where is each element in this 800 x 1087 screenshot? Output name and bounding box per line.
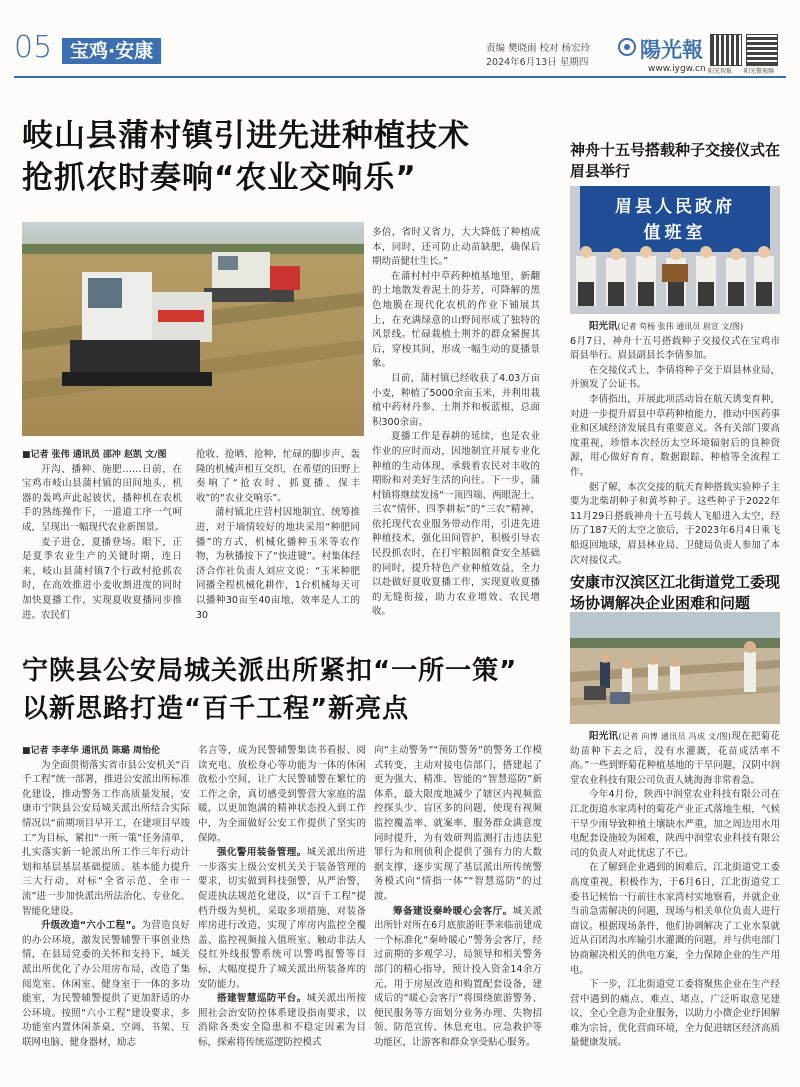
paper-logo-icon [618, 38, 636, 56]
article3-headline-line2: 以新思路打造“百千工程”新亮点 [22, 694, 410, 724]
article4-headline: 安康市汉滨区江北街道党工委现场协调解决企业困难和问题 [570, 573, 781, 612]
article2-paragraph: 6月7日，神舟十五号搭载种子交接仪式在宝鸡市眉县举行。眉县副县长李倩参加。 [570, 335, 780, 362]
article4-paragraph-text: 现在把菊花幼苗种下去之后，没有水灌溉，花苗成活率不高。”一些到野菊花种植基地的干旱问题，汉阴中润堂农业科技有限公司负责人姚海海非常着急。 [570, 731, 780, 786]
article1-headline-line2: 抢抓农时奏响“农业交响乐” [22, 160, 417, 196]
article2-byline-para [570, 320, 780, 335]
article3-subhead: 强化警用装备管理。 [217, 847, 307, 859]
article3-byline: ■记者 李孝华 通讯员 陈璐 周怡伦 [22, 746, 161, 756]
article3-paragraph-text: 城关派出所进一步落实上级公安机关关于装备管理的要求，切实做到科技强警，从严治警，促进执法规范化建设，以“百千工程”提档升级为契机，采取多项措施，对装备库房进行改造，实现了库房内监控全覆盖、监控视频接入值班室、触动非法人侵红外线报警系统可以警鸣报警等目标，大幅度提升了城关派出所装备库的安防能力。 [198, 847, 366, 990]
section-label: 宝鸡·安康 [62, 38, 161, 64]
article1-paragraph: 抢收、抢晒、抢种，忙碌的脚步声、轰隆的机械声相互交织，在希望的田野上奏响了“抢农时、抓夏播、保丰收”的“农业交响乐”。 [196, 449, 360, 504]
article4-paragraph: 今年4月份，陕西中润堂农业科技有限公司在江北街道水家湾村的菊花产业正式落地生根，气候干旱少雨导致种植土壤缺水严重，加之周边用水用电配套设施较为困难，陕西中润堂农业科技有限公司的负责人对此忧虑了不已。 [570, 789, 780, 859]
article3-paragraph [198, 992, 366, 1050]
article1-paragraph: 夏播工作是春耕的延续，也是农业作业的应时而动，因地制宜开展专业化种植的生动体现，承载着农民对丰收的期盼和对美好生活的向往。下一步，蒲村镇将继续发扬“一顶四端、两眼泥土、三农”情怀、四季耕耘”的“三农”精神，依托现代农业服务带动作用，引进先进种植技术，强化田间管护，积极引导农民投抓农时，在打牢粮固粮食安全基础的同时，提升特色产业种植效益，全力以赴做好夏收夏播工作，实现夏收夏播的无缝衔接，助力农业增效、农民增收。 [372, 431, 540, 618]
harvest-photo [22, 222, 364, 436]
article3-col1 [22, 744, 190, 1050]
qr-code-icon [746, 34, 778, 66]
article3-paragraph: 为全面贯彻落实省市县公安机关“百千工程”统一部署，推进公安派出所标准化建设，推动警务工作高质量发展，安康市宁陕县公安局城关派出所结合实际情况以“前期项目早开工，在建项目早竣工”为目标，紧扣“一所一策”任务清单，扎实落实新一轮派出所工作三年行动计划和基层基层基础提质、基本能力提升三大行动，对标“全省示范、全市一流”进一步加快派出所法治化、专业化、智能化建设。 [22, 759, 190, 917]
article3-subhead: 升级改造“六小工程”。 [41, 920, 142, 932]
article3-paragraph [374, 905, 542, 1051]
article2-byline-detail: (记者 苟杨 张伟 通讯员 眉宣 文/图) [617, 322, 744, 331]
article1-col2 [196, 448, 360, 623]
article3-paragraph-text: 为营造良好的办公环境，激发民警辅警干事创业热情，在县局党委的关怀和支持下，城关派出所优化了办公用房布局，改造了集阅览室、休闲室、健身室于一体的多功能室，为民警辅警提供了更加舒适的办公环境。按照“六小工程”建设要求，多功能室内置休闲茶桌、空调、书架、互联网电脑、健身器材，励志 [22, 920, 190, 1048]
qr-code-icon [710, 34, 742, 66]
article4-paragraph: 下一步，江北街道党工委将聚焦企业在生产经营中遇到的痛点、难点、堵点，广泛听取意见建议，全心全意为企业服务，以助力小微企业纾困解难为宗旨，优化营商环境，全力促进辖区经济高质量健康发展。 [570, 979, 780, 1049]
article1-col1 [22, 448, 182, 623]
article3-subhead: 筹备建设秦岭暖心会客厅。 [393, 905, 513, 917]
paper-website: www.iygw.cn [648, 64, 706, 74]
article2-paragraph: 在交接仪式上，李倩将种子交于眉县林业局，并颁发了公证书。 [570, 364, 780, 391]
article3-paragraph: 名言等，成为民警辅警集读书看报、阅读充电、放松身心等功能为一体的休闲放松小空间，让广大民警辅警在繁忙的工作之余，真切感受到警营大家庭的温暖，以更加饱满的精神状态投入到工作中，为全面做好公安工作提供了坚实的保障。 [198, 745, 366, 844]
paper-name: 陽光報 [640, 37, 703, 62]
editors-line: 责编 樊晓雨 校对 杨宏玲 [486, 43, 591, 54]
field-visit-photo [570, 612, 780, 724]
article1-headline-line1: 岐山县蒲村镇引进先进种植技术 [22, 118, 470, 154]
photo-sign-line2: 值班室 [643, 223, 707, 243]
article3-paragraph [22, 919, 190, 1050]
page-number: 05 [14, 30, 53, 65]
article1-paragraph: 多倍，省时又省力，大大降低了种植成本，同时，还可防止动苗缺肥，确保后期幼苗健壮生长。” [372, 227, 540, 268]
masthead [0, 0, 800, 78]
qr-caption-2: 阳光微视频 [744, 68, 775, 75]
article3-paragraph-text: 城关派出所按照社会治安防控体系建设指南要求，以消除各类安全隐患和不稳定因素为目标，探索将传统巡逻防控模式 [198, 993, 366, 1048]
article4-body [570, 730, 780, 1051]
ceremony-photo [570, 186, 780, 314]
article4-byline-detail: (记者 向博 通讯员 冯成 文/图) [618, 732, 731, 741]
article2-body [570, 320, 780, 568]
article3-subhead: 搭建智慧巡防平台。 [217, 993, 307, 1005]
article1-paragraph: 蒲村镇北庄营村因地制宜、统筹推进，对于墒情较好的地块采用“种肥同播”的方式，机械化播种玉米等农作物，为秋播按下了“快进键”。村集体经济合作社负责人刘应文说：“玉米种肥同播全程机械化耕作，1台机械每天可以播种30亩至40亩地，效率是人工的30 [196, 507, 360, 621]
article1-byline: ■记者 张伟 通讯员 邵冲 赵凯 文/图 [22, 450, 167, 460]
article4-byline: 阳光讯 [589, 731, 619, 742]
photo-sign-line1: 眉县人民政府 [615, 197, 735, 217]
article2-paragraph: 李倩指出，开展此项活动旨在航天诱变育种，对进一步提升眉县中草药种植能力，推动中医药事业和区域经济发展具有重要意义。各有关部门要高度重视，珍惜本次经历太空环境辐射后的良种资源，用心做好育育、数据跟踪、种植等全流程工作。 [570, 393, 780, 478]
article3-paragraph-text: 城关派出所针对所在6月底旅游旺季来临前建成一个标准化“秦岭暖心”警务会客厅，经过前期的多观学习，局领导和相关警务部门的精心指导，预计投入资金14余万元，用于房屋改造和购置配套设备，建成后的“暖心会客厅”将围绕旅游警务、便民服务等方面划分业务办理、失物招领、防范宣传、休息充电、应急救护等功能区，让游客和群众享受贴心服务。 [374, 905, 542, 1048]
article2-byline: 阳光讯 [589, 321, 618, 332]
article4-paragraph: 在了解到企业遇到的困难后，江北街道党工委高度重视，积极作为，于6月6日，江北街道党工委书记候怡一行前往水家湾村实地察看，并就企业当前急需解决的问题，现场与相关单位负责人进行商议。根据现场条件，他们协调解决了工业水泵就近从百团沟水库输引水灌溉的问题，并与供电部门协商解决相关的供电方案，全力保障企业的生产用电。 [570, 862, 780, 976]
date-line: 2024年6月13日 星期四 [486, 57, 589, 68]
qr-caption-1: 阳光智报 [708, 68, 733, 75]
article4-byline-para [570, 730, 780, 788]
article3-col2 [198, 744, 366, 1050]
article1-paragraph: 开沟、播种、施肥……日前，在宝鸡市岐山县蒲村镇的田间地头，机器的轰鸣声此起彼伏，播种机在农机手的熟练操作下，一道道工序一气呵成，呈现出一幅现代农业新图景。 [22, 463, 182, 533]
article2-paragraph: 据了解，本次交接的航天育种搭载实验种子主要为北柴胡种子和黄芩种子。这些种子于2022年11月29日搭载神舟十五号载人飞船进入太空，经历了187天的太空之旅后，于2023年6月4日乘飞船返回地球，眉县林业局、卫健局负责人参加了本次对接仪式。 [570, 481, 780, 566]
article1-paragraph: 目前，蒲村镇已经收获了4.03万亩小麦，种植了5000余亩玉米，并利用栽植中药材丹参、土荆芥和板蓝根，总面积300余亩。 [372, 372, 540, 428]
article2-headline: 神舟十五号搭载种子交接仪式在眉县举行 [570, 141, 781, 180]
article1-paragraph: 麦子进仓，夏播登场。眼下，正是夏季农业生产的关键时期，连日来，岐山县蒲村镇7个行政村抢抓农时，在高效推进小麦收割进度的同时加快夏播工作，实现夏收夏播同步推进。农民们 [22, 536, 182, 621]
masthead-rule [14, 76, 786, 78]
article3-paragraph: 向“主动警务”“预防警务”的警务工作模式转变，主动对接电信部门，搭建起了更为强大、精准、智能的“智慧巡防”新体系，最大限度地减少了辖区内视频监控探头少、盲区多的问题，使现有视频监控覆盖率、就案率、服务群众满意度同时提升，为有效研判监测打击违法犯罪行为和刑侦利企提供了强有力的大数据支撑，逐步实现了基层派出所传统警务模式向“情指一体”“智慧巡防”的过渡。 [374, 745, 542, 902]
article1-col3 [372, 226, 540, 620]
article3-col3 [374, 744, 542, 1050]
article3-headline-line1: 宁陕县公安局城关派出所紧扣“一所一策” [22, 656, 518, 686]
article3-paragraph [198, 846, 366, 992]
article1-paragraph: 在蒲村村中草药种植基地里，新翻的土地散发着泥土的芬芳，可降解的黑色地膜在现代化农机的作业下铺展其上，在充满绿意的山野间形成了独特的风景线。忙碌栽植土荆芥的群众紧握其后，穿梭其间，形成一幅生动的夏播景象。 [372, 270, 540, 370]
